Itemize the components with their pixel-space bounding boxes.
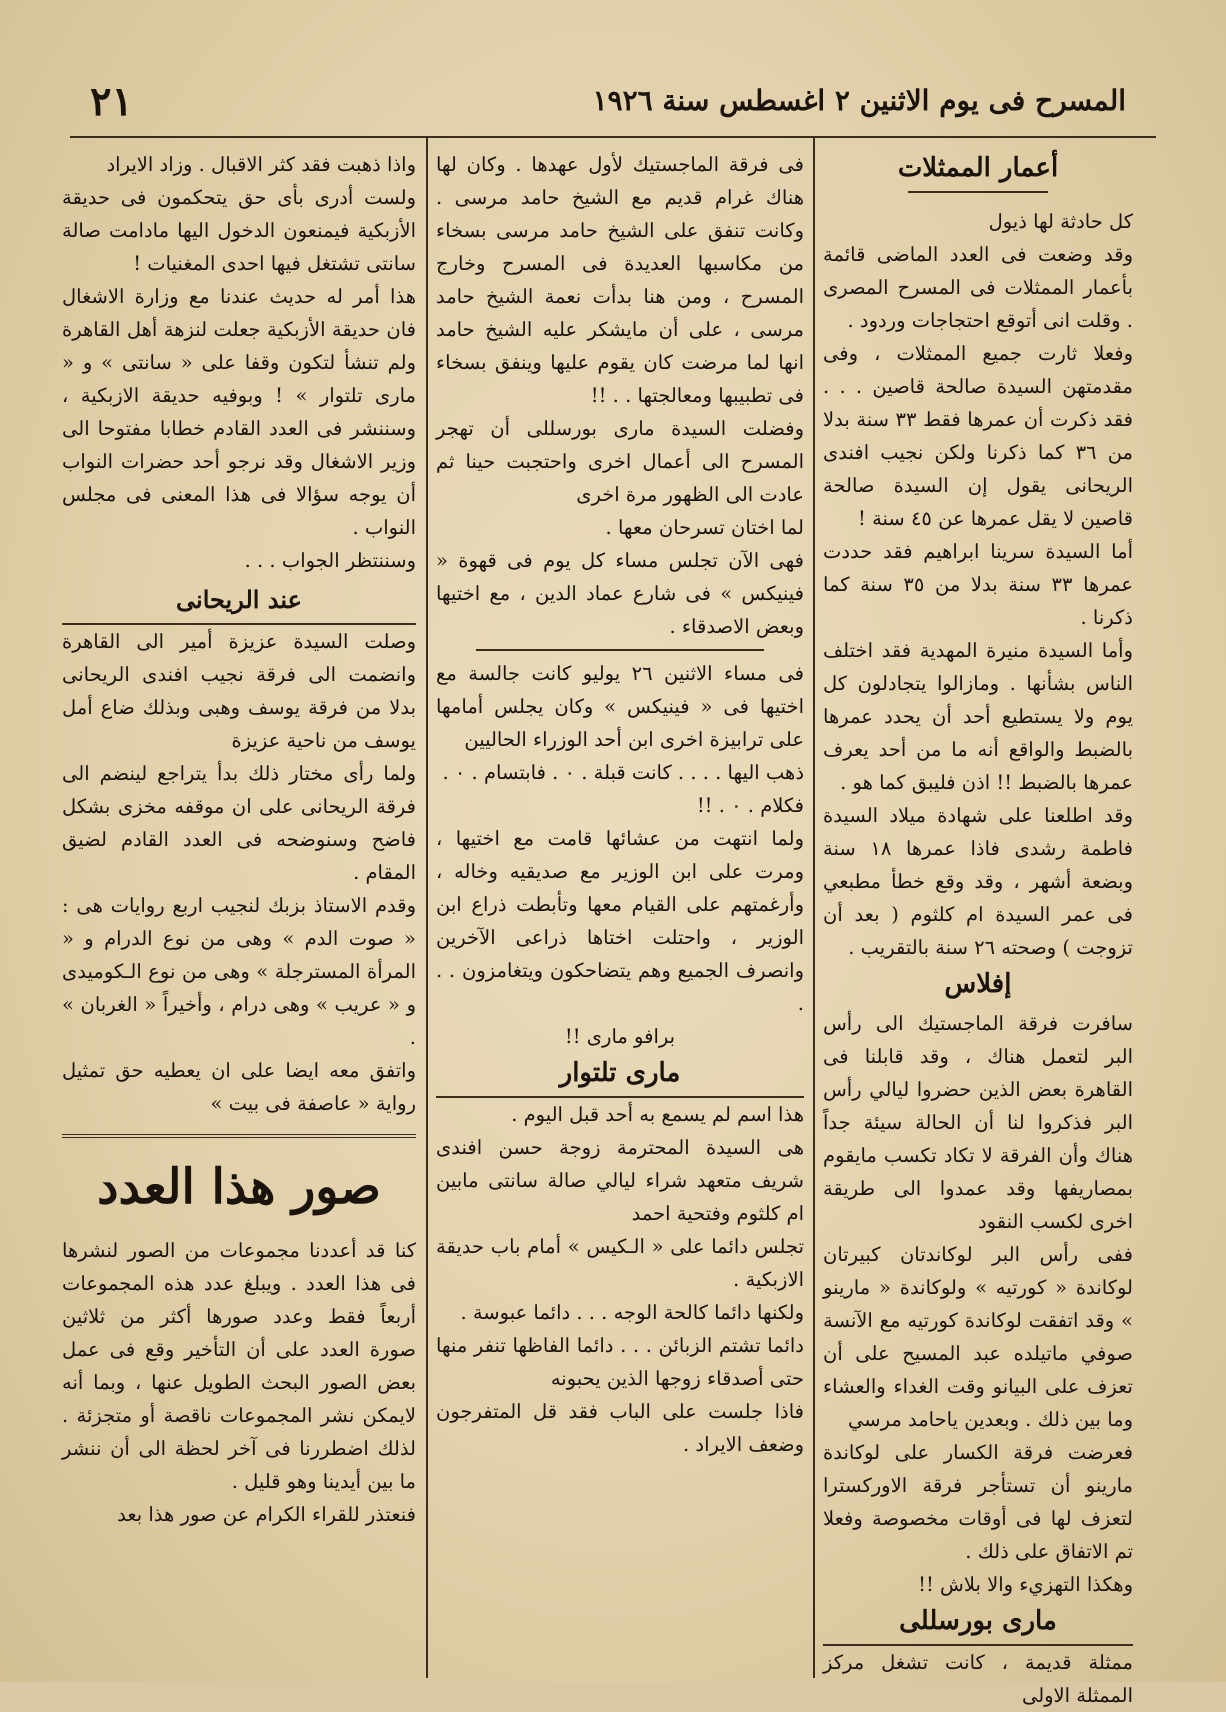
article-paragraph: تجلس دائما على « الـكيس » أمام باب حديقة الازبكية . [436, 1235, 804, 1291]
article-paragraph: فى فرقة الماجستيك لأول عهدها . وكان لها هناك غرام قديم مع الشيخ حامد مرسى . وكانت تنفق على الشيخ حامد مرسى بسخاء من مكاسبها العديدة فى المسرح وخارج المسرح ، ومن هنا بدأت نعمة الشيخ حامد مرسى ، على أن مايشكر عليه الشيخ حامد انها لما مرضت كان يقوم عليها وينفق بسخاء فى تطبيبها ومعالجتها . . !! [436, 153, 804, 407]
article-paragraph: وفعلا ثارت جميع الممثلات ، وفى مقدمتهن السيدة صالحة قاصين . . . فقد ذكرت أن عمرها فقط ٣٣ سنة بدلا من ٣٦ كما ذكرنا ولكن نجيب افندى الريحانى يقول إن السيدة صالحة قاصين لا يقل عمرها عن ٤٥ سنة ! [823, 342, 1134, 530]
right-column [823, 148, 1133, 1712]
article-paragraph: ولست أدرى بأى حق يتحكمون فى حديقة الأزبكية فيمنعون الدخول اليها مادامت صالة سانتى تشتغل فيها احدى المغنيات ! [62, 186, 416, 275]
article-paragraph: ذهب اليها . . . . كانت قبلة . ٠ . فابتسام . ٠ . [442, 761, 804, 784]
article-paragraph: دائما تشتم الزبائن . . . دائما الفاظها تنفر منها حتى أصدقاء زوجها الذين يحبونه [436, 1334, 804, 1390]
article-paragraph: وقد اطلعنا على شهادة ميلاد السيدة فاطمة رشدى فاذا عمرها ١٨ سنة وبضعة أشهر ، وقد وقع خطأ مطبعي فى عمر السيدة ام كلثوم ( بعد أن تزوجت ) وصحته ٢٦ سنة بالتقريب . [823, 804, 1133, 959]
page-header [70, 78, 1156, 138]
article-paragraph: وقد وضعت فى العدد الماضى قائمة بأعمار الممثلات فى المسرح المصرى . وقلت انى أتوقع احتجاجات وردود . [823, 243, 1133, 332]
left-column [62, 148, 416, 1531]
article-paragraph: فنعتذر للقراء الكرام عن صور هذا بعد [117, 1503, 416, 1526]
article-paragraph: أما السيدة سرينا ابراهيم فقد حددت عمرها ٣٣ سنة بدلا من ٣٥ سنة كما ذكرنا . [823, 540, 1134, 629]
article-title-issue-pictures: صور هذا العدد [97, 1159, 381, 1215]
article-paragraph: هذا أمر له حديث عندنا مع وزارة الاشغال فان حديقة الأزبكية جعلت لنزهة أهل القاهرة ولم تنشأ لتكون وقفا على « سانتى » و « مارى تلتوار » ! وبوفيه حديقة الازبكية ، وسننشر فى العدد القادم خطابا مفتوحا الى وزير الاشغال وقد نرجو أحد حضرات النواب أن يوجه سؤالا فى هذا المعنى فى مجلس النواب . [62, 285, 416, 539]
article-title-marie-teltwar: مارى تلتوار [559, 1058, 681, 1088]
column-divider-left [426, 138, 428, 1678]
article-paragraph: وهكذا التهزيء والا بلاش !! [918, 1573, 1133, 1596]
article-title-marie-borselli: مارى بورسللى [899, 1606, 1057, 1636]
article-paragraph: واتفق معه ايضا على ان يعطيه حق تمثيل رواية « عاصفة فى بيت » [62, 1059, 416, 1115]
article-signoff: برافو مارى !! [564, 1025, 676, 1048]
page-number: ٢١ [90, 78, 133, 125]
article-paragraph: هى السيدة المحترمة زوجة حسن افندى شريف متعهد شراء ليالي صالة سانتى مابين ام كلثوم وفتحية احمد [436, 1136, 804, 1225]
article-paragraph: كنا قد أعددنا مجموعات من الصور لنشرها فى هذا العدد . ويبلغ عدد هذه المجموعات أربعاً فقط وعدد صورها أكثر من ثلاثين صورة العدد على أن التأخير وقع فى عمل بعض الصور البحث الطويل عنها ، وبما أنه لايمكن نشر المجموعات ناقصة أو متجزئة . لذلك اضطررنا فى آخر لحظة الى أن ننشر ما بين أيدينا وهو قليل . [62, 1239, 416, 1493]
article-paragraph: ممثلة قديمة ، كانت تشغل مركز الممثلة الاولى [823, 1651, 1133, 1707]
article-paragraph: وصلت السيدة عزيزة أمير الى القاهرة وانضمت الى فرقة نجيب افندى الريحانى بدلا من فرقة يوسف وهبى وبذلك ضاع أمل يوسف من ناحية عزيزة [62, 630, 416, 752]
article-title-bankruptcy: إفلاس [944, 969, 1012, 999]
section-double-rule [62, 1134, 416, 1138]
article-paragraph: وأما السيدة منيرة المهدية فقد اختلف الناس بشأنها . ومازالوا يتجادلون كل يوم ولا يستطيع أحد أن يحدد عمرها بالضبط والواقع أنه ما من أحد يعرف عمرها بالضبط !! اذن فليبق كما هو . [823, 639, 1133, 794]
title-underline [908, 191, 1048, 193]
article-paragraph: فى مساء الاثنين ٢٦ يوليو كانت جالسة مع اختيها فى « فينيكس » وكان يجلس أمامها على ترابيزة اخرى ابن أحد الوزراء الحاليين [436, 662, 805, 751]
article-paragraph: ولما انتهت من عشائها قامت مع اختيها ، ومرت على ابن الوزير مع صديقيه وخاله ، وأرغمتهم على القيام معها وتأبطت ذراع ابن الوزير ، واحتلت اختاها ذراعى الآخرين وانصرف الجميع وهم يتضاحكون ويتغامزون . . . [436, 827, 804, 1015]
article-paragraph: وسننتظر الجواب . . . [244, 549, 416, 572]
article-paragraph: فكلام . ٠ . !! [696, 794, 804, 817]
article-paragraph: وفضلت السيدة مارى بورسللى أن تهجر المسرح الى أعمال اخرى واحتجبت حينا ثم عادت الى الظهور مرة اخرى [436, 417, 804, 506]
article-title-actress-ages: أعمار الممثلات [897, 153, 1059, 183]
article-paragraph: فاذا جلست على الباب فقد قل المتفرجون وضعف الايراد . [436, 1400, 804, 1456]
article-signature-rihani: عند الريحانى [176, 585, 302, 614]
article-paragraph: واذا ذهبت فقد كثر الاقبال . وزاد الايراد [106, 153, 416, 176]
article-paragraph: وقدم الاستاذ بزبك لنجيب اربع روايات هى : « صوت الدم » وهى من نوع الدرام و « المرأة المسترجلة » وهى من نوع الـكوميدى و « عريب » وهى درام ، وأخيراً « الغربان » . [62, 894, 416, 1049]
article-paragraph: سافرت فرقة الماجستيك الى رأس البر لتعمل هناك ، وقد قابلنا فى القاهرة بعض الذين حضروا ليالي رأس البر فذكروا لنا أن الحالة سيئة جداً هناك وأن الفرقة لا تكاد تكسب مايقوم بمصاريفها وقد عمدوا الى طريقة اخرى لكسب النقود [823, 1012, 1133, 1233]
section-divider [476, 649, 764, 651]
article-paragraph: لما اختان تسرحان معها . [605, 516, 804, 539]
middle-column [436, 148, 804, 1461]
article-paragraph: ففى رأس البر لوكاندتان كبيرتان لوكاندة « كورتيه » ولوكاندة « مارينو » وقد اتفقت لوكاندة كورتيه مع الآنسة صوفي ماتيلده عبد المسيح على أن تعزف على البيانو وقت الغداء والعشاء وما بين ذلك . وبعدين ياحامد مرسي [823, 1243, 1133, 1431]
article-paragraph: ولما رأى مختار ذلك بدأ يتراجع لينضم الى فرقة الريحانى على ان موقفه مخزى بشكل فاضح وسنوضحه فى العدد القادم لضيق المقام . [62, 762, 416, 884]
article-paragraph: فعرضت فرقة الكسار على لوكاندة مارينو أن تستأجر فرقة الاوركسترا لتعزف لها فى أوقات مخصوصة وفعلا تم الاتفاق على ذلك . [823, 1441, 1133, 1563]
page-header-title: المسرح فى يوم الاثنين ٢ اغسطس سنة ١٩٢٦ [592, 84, 1126, 117]
column-divider-right [813, 138, 815, 1678]
article-paragraph: فهى الآن تجلس مساء كل يوم فى قهوة « فينيكس » فى شارع عماد الدين ، مع اختيها وبعض الاصدقاء . [436, 549, 804, 638]
article-paragraph: كل حادثة لها ذيول [988, 210, 1133, 233]
article-paragraph: هذا اسم لم يسمع به أحد قبل اليوم . [511, 1103, 804, 1126]
article-paragraph: ولكنها دائما كالحة الوجه . . . دائما عبوسة . [460, 1301, 804, 1324]
